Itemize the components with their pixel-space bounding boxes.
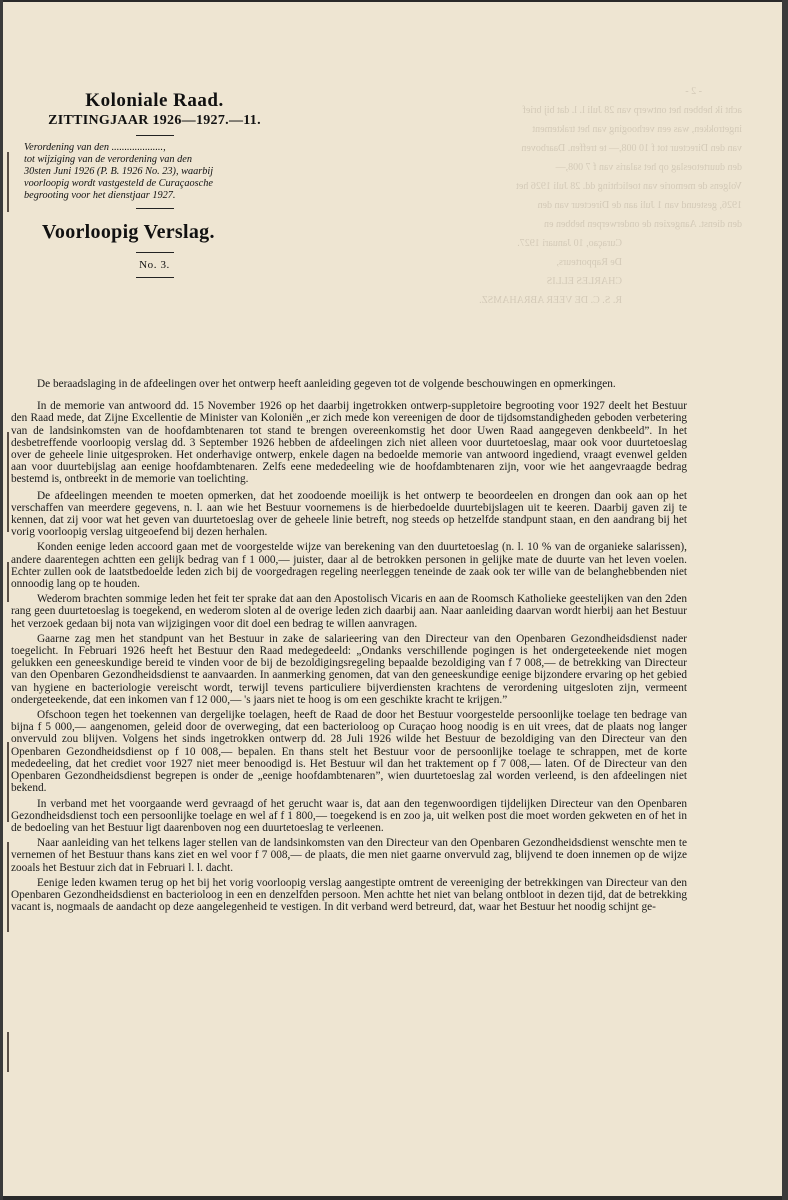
bleed-line: van den Directeur tot f 10 008,— te treffen. Daarboven [521,143,742,154]
bleed-through-text [322,82,742,382]
report-title: Voorloopig Verslag. [42,221,215,243]
margin-mark [7,152,9,212]
paragraph: De beraadslaging in de afdeelingen over het ontwerp heeft aanleiding gegeven tot de volgende beschouwingen en opmerkingen. [37,378,616,390]
report-number: No. 3. [139,259,170,271]
bleed-line: Curaçao, 10 Januari 1927. [517,238,622,249]
paragraph: Wederom brachten sommige leden het feit ter sprake dat aan den Apostolisch Vicaris en aan de Roomsch Katholieke geestelijken van den 2den rang geen duurtetoeslag is toegekend, en wederom sloten al de overige leden zich daarbij aan. Naar aanleiding daarvan wordt hierbij aan het Bestuur het verzoek gedaan bij nota van wijzigingen voor dit doel een bedrag te willen aanvragen. [11,593,687,630]
bleed-line: De Rapporteurs, [556,257,622,268]
paragraph: Naar aanleiding van het telkens lager stellen van de landsinkomsten van den Directeur van den Openbaren Gezondheidsdienst wenschte men te vernemen of het Bestuur thans kans ziet en wel voor f 7 008,— de plaats, die men niet gaarne onvervuld zag, blijvend te doen innemen op de wijze zooals het Bestuur zich dat in Februari l. l. dacht. [11,837,687,874]
ordinance-line: voorloopig wordt vastgesteld de Curaçaosche [24,178,213,189]
bleed-line: ingetrokken, was een verhooging van het traktement [532,124,742,135]
bleed-line: - 2 - [685,86,702,97]
paragraph: In verband met het voorgaande werd gevraagd of het gerucht waar is, dat aan den tegenwoordigen tijdelijken Directeur van den Openbaren Gezondheidsdienst toch een persoonlijke toelage en wel af f 1 800,— toegekend is en zoo ja, uit welken post die moet worden gekweten en of het in de bedoeling van het Bestuur ligt daarenboven nog een duurtetoeslag te verleenen. [11,797,687,834]
divider [136,252,174,253]
session-year: ZITTINGJAAR 1926—1927.—11. [48,113,261,128]
scan-edge-left [0,0,3,1200]
ordinance-line: tot wijziging van de verordening van den [24,154,192,165]
margin-mark [7,562,9,602]
ordinance-line: Verordening van den ...................., [24,142,166,153]
paragraph: Eenige leden kwamen terug op het bij het vorig voorloopig verslag aangestipte omtrent de vereeniging der betrekkingen van Directeur van den Openbaren Gezondheidsdienst en bacterioloog in een en denzelfden persoon. Men achtte het niet van belang ontbloot in dezen tijd, dat de betrekking vacant is, nogmaals de aandacht op deze aangelegenheid te vestigen. In dit verband werd betreurd, dat, waar het Bestuur het noodig schijnt ge- [11,876,687,914]
ordinance-line: 30sten Juni 1926 (P. B. 1926 No. 23), waarbij [24,166,214,177]
ordinance-line: begrooting voor het dienstjaar 1927. [24,190,176,201]
bleed-line: 1926, gesteund van 1 Juli aan de Directeur van den [537,200,742,211]
report-body [11,378,687,916]
council-title: Koloniale Raad. [85,90,224,111]
bleed-line: CHARLES ELLIS [546,276,622,287]
bleed-line: acht ik hebben het ontwerp van 28 Juli l. l. dat bij brief [522,105,742,116]
bleed-line: Volgens de memorie van toelichting dd. 28 Juli 1926 het [516,181,742,192]
margin-mark [7,1032,9,1072]
document-header [22,90,287,284]
divider [136,277,174,278]
margin-mark [7,742,9,822]
divider [136,208,174,209]
scan-edge-right [782,0,788,1200]
margin-mark [7,842,9,932]
paragraph: Konden eenige leden accoord gaan met de voorgestelde wijze van berekening van den duurtetoeslag (n. l. 10 % van de organieke salarissen), andere daarentegen achtten een gelijk bedrag van f 1 000,— juister, daar al de betrokken personen in gelijke mate de duurte van het leven voelen. Echter zullen ook de laatstbedoelde leden zich bij de voorgedragen regeling neerleggen teneinde de zaak ook ter wille van de belanghebbenden niet onnoodig lang op te houden. [11,541,687,591]
divider [136,135,174,136]
bleed-line: R. S. C. DE VEER ABRAHAMSZ. [479,295,622,306]
bleed-line: den dienst. Aangezien de onderwerpen hebben en [544,219,742,230]
paragraph: De afdeelingen meenden te moeten opmerken, dat het zoodoende moeilijk is het ontwerp te beoordeelen en drongen dan ook aan op het verschaffen van meerdere gegevens, n. l. aan wie het Bestuur voornemens is de hierbedoelde duurtebijslagen uit te keeren. Daarbij gaven zij te kennen, dat zij voor wat het geven van duurtetoeslag over de geheele linie betreft, nog steeds op hetzelfde standpunt staan, en den aandrang bij het vorig voorloopig verslag uitgeoefend bij dezen herhalen. [11,489,687,539]
paragraph: In de memorie van antwoord dd. 15 November 1926 op het daarbij ingetrokken ontwerp-suppletoire begrooting voor 1927 deelt het Bestuur den Raad mede, dat Zijne Excellentie de Minister van Koloniën „er zich mede kon vereenigen de door de tijdsomstandigheden geboden verbetering van de landsinkomsten van de hoofdambtenaren tot stand te brengen overeenkomstig het door Uwen Raad aangegeven denkbeeld”. In het desbetreffende voorloopig verslag dd. 3 September 1926 hebben de afdeelingen zich niet alleen voor duurtetoeslag, maar ook voor duurtetoeslag over de geheele linie uitgesproken. Het onderhavige ontwerp, enkele dagen na bedoelde memorie van antwoord ingediend, vraagt evenwel gelden aan voor duurtebijslag aan eenige hoofdambtenaren. Zelfs eene mededeeling wie de hoofdambtenaren zijn, voor wie het aangevraagde bedrag bestemd is, ontbreekt in de memorie van toelichting. [11,400,687,486]
bleed-line: den duurtetoeslag op het salaris van f 7 008,— [555,162,742,173]
ordinance-description [22,142,287,202]
paragraph: Gaarne zag men het standpunt van het Bestuur in zake de salarieering van den Directeur van den Openbaren Gezondheidsdienst nader toegelicht. In Februari 1926 heeft het Bestuur den Raad medegedeeld: „Ondanks verschillende pogingen is het ondergeteekende niet mogen gelukken een geneeskundige bereid te vinden voor de bij de bezoldigingsregeling bepaalde bezoldiging van f 7 008,— de betrekking van Directeur van den Openbaren Gezondheidsdienst te aanvaarden. In aanmerking genomen, dat van den geneeskundige eenige bijzondere ervaring op het gebied van hygiene en bacteriologie vereischt wordt, terwijl tevens particuliere bijverdiensten krachtens de verordening uitgesloten zijn, vermeent ondergeteekende, dat een inkomen van f 12 000,— 's jaars niet te hoog is om een geschikte kracht te krijgen.” [11,632,687,706]
margin-mark [7,432,9,532]
paragraph: Ofschoon tegen het toekennen van dergelijke toelagen, heeft de Raad de door het Bestuur voorgestelde persoonlijke toelage ten bedrage van bijna f 5 000,— aangenomen, geleid door de overweging, dat een bacterioloog op Curaçao hoog noodig is en uit vrees, dat de plaats nog langer onvervuld zou blijven. Volgens het sinds ingetrokken ontwerp dd. 28 Juli 1926 wilde het Bestuur de bezoldiging van den Directeur van den Openbaren Gezondheidsdienst op f 10 008,— bepalen. En thans stelt het Bestuur voor de persoonlijke toelage te schrappen, met de korte mededeeling, dat het crediet voor 1927 niet meer benoodigd is. Het Bestuur wil dan het traktement op f 7 008,— laten. Of de Directeur van den Openbaren Gezondheidsdienst begrepen is onder de „eenige hoofdambtenaren”, wien duurtetoeslag zal worden verleend, is den afdeelingen niet bekend. [11,709,687,795]
document-page [2,2,782,1196]
